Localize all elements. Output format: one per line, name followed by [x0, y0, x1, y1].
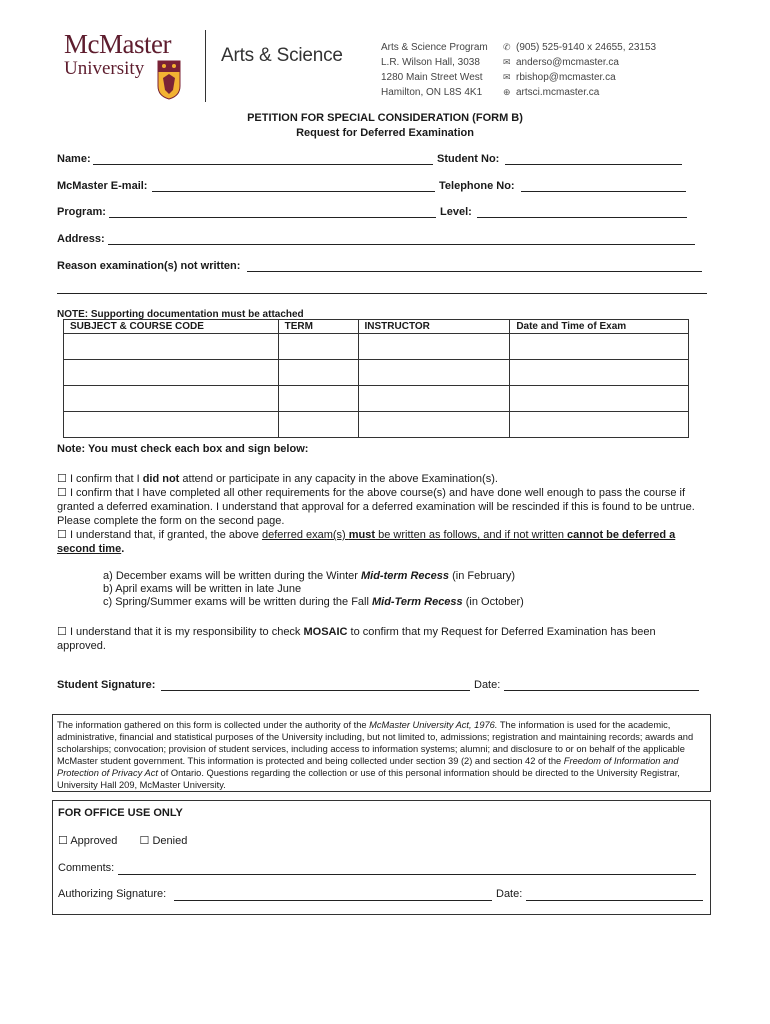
comments-label: Comments: — [58, 862, 115, 874]
table-cell[interactable] — [510, 360, 689, 386]
table-row — [64, 334, 689, 360]
comments-row — [58, 862, 114, 874]
course-table — [63, 319, 689, 438]
office-decision — [58, 834, 187, 847]
date-field[interactable] — [504, 690, 699, 691]
office-title: FOR OFFICE USE ONLY — [58, 807, 183, 819]
name-field[interactable] — [93, 164, 433, 165]
table-row — [64, 386, 689, 412]
contact-info — [503, 40, 656, 100]
text-bold: . — [121, 543, 125, 555]
student-no-label: Student No: — [437, 153, 500, 165]
text-underlined: deferred exam(s) — [261, 529, 349, 541]
address-field[interactable] — [108, 244, 695, 245]
office-date-field[interactable] — [526, 900, 703, 901]
mail-icon: ✉ — [503, 72, 511, 82]
mail-icon: ✉ — [503, 57, 511, 67]
authorizing-row — [58, 888, 166, 900]
text-bold: must — [348, 529, 376, 541]
table-cell[interactable] — [358, 360, 510, 386]
address-line: L.R. Wilson Hall, 3038 — [381, 57, 480, 68]
reason-field[interactable] — [247, 271, 702, 272]
text: a) December exams will be written during the Winter — [103, 570, 361, 582]
email-label: McMaster E-mail: — [57, 180, 148, 192]
table-header: TERM — [278, 320, 358, 334]
table-cell[interactable] — [358, 412, 510, 438]
checkbox[interactable]: ☐ — [57, 473, 67, 485]
table-cell[interactable] — [358, 386, 510, 412]
confirm-item-4 — [57, 625, 707, 653]
table-cell[interactable] — [278, 360, 358, 386]
text-emphasis: Mid-Term Recess — [371, 596, 463, 608]
form-subtitle: Request for Deferred Examination — [296, 127, 474, 139]
table-row — [64, 412, 689, 438]
telephone-field[interactable] — [521, 191, 686, 192]
checkbox[interactable]: ☐ — [57, 626, 67, 638]
reason-field-line2[interactable] — [57, 293, 707, 294]
list-item: b) April exams will be written in late June — [103, 583, 302, 595]
text-italic: Freedom of Information and Protection of Privacy Act — [57, 756, 679, 778]
mailing-address — [381, 40, 488, 100]
text: (in February) — [449, 570, 516, 582]
checkbox[interactable]: ☐ — [139, 835, 150, 847]
office-date-label: Date: — [496, 888, 523, 900]
table-cell[interactable] — [510, 386, 689, 412]
confirm-item-3 — [57, 528, 707, 556]
text: of Ontario. Questions regarding the collection or use of this personal information should be directed to the University Registrar, University Hall 209, McMaster University. — [57, 768, 680, 790]
table-cell[interactable] — [358, 334, 510, 360]
text: I understand that, if granted, the above — [69, 529, 262, 541]
program-field[interactable] — [109, 217, 436, 218]
text-underlined: be written as follows, and if not written — [375, 529, 568, 541]
authorizing-label: Authorizing Signature: — [58, 888, 167, 900]
form-title: PETITION FOR SPECIAL CONSIDERATION (FORM B) — [247, 112, 523, 124]
phone-number: (905) 525-9140 x 24655, 23153 — [516, 42, 657, 53]
confirm-item-1 — [57, 472, 707, 486]
logo-wordmark: McMaster — [64, 29, 171, 59]
comments-field[interactable] — [118, 874, 696, 875]
email-link[interactable]: anderso@mcmaster.ca — [516, 57, 619, 68]
text-emphasis: Mid-term Recess — [360, 570, 450, 582]
list-item — [103, 596, 524, 609]
text: (in October) — [462, 596, 524, 608]
authorizing-signature-field[interactable] — [174, 900, 492, 901]
level-field[interactable] — [477, 217, 687, 218]
table-cell[interactable] — [278, 334, 358, 360]
exam-schedule-list — [103, 570, 524, 609]
text-bold: cannot be deferred a second time — [57, 529, 676, 555]
table-cell[interactable] — [64, 412, 279, 438]
signature-row — [57, 679, 155, 691]
table-cell[interactable] — [510, 412, 689, 438]
office-use-box — [52, 800, 711, 915]
text: attend or participate in any capacity in the above Examination(s). — [179, 473, 498, 485]
text-italic: McMaster University Act, 1976. — [369, 720, 498, 730]
checkbox[interactable]: ☐ — [57, 529, 67, 541]
text: The information is used for the academic, administrative, financial and statistical purposes of the University including, but not limited to, admissions; registration and maintaining records; awards and scholarships; convocation; provision of student services, including access to information systems; alumni; and disclosure to or on behalf of the applicable McMaster student government. This information is protected and being collected under section 39 (2) and section 42 of the — [57, 720, 694, 766]
program-label: Program: — [57, 206, 106, 218]
email-field[interactable] — [152, 191, 435, 192]
list-item — [103, 570, 524, 583]
signature-label: Student Signature: — [57, 679, 156, 691]
mcmaster-logo — [64, 30, 214, 104]
table-cell[interactable] — [64, 386, 279, 412]
text: c) Spring/Summer exams will be written during the Fall — [103, 596, 372, 608]
telephone-label: Telephone No: — [439, 180, 515, 192]
checkbox[interactable]: ☐ — [58, 835, 68, 847]
checkbox[interactable]: ☐ — [57, 487, 67, 499]
text-bold: did not — [142, 473, 180, 485]
table-cell[interactable] — [278, 412, 358, 438]
text-bold: MOSAIC — [303, 626, 348, 638]
student-no-field[interactable] — [505, 164, 682, 165]
table-row — [64, 360, 689, 386]
address-line: Hamilton, ON L8S 4K1 — [381, 87, 483, 98]
documentation-note: NOTE: Supporting documentation must be attached — [57, 309, 304, 320]
globe-icon: ⊕ — [503, 87, 511, 97]
text: The information gathered on this form is collected under the authority of the — [57, 720, 370, 730]
text: to confirm that my Request for Deferred Examination has been approved. — [57, 626, 656, 652]
crest-icon — [157, 60, 181, 100]
text: I understand that it is my responsibility to check — [69, 626, 304, 638]
approved-label: Approved — [70, 835, 118, 847]
name-label: Name: — [57, 153, 91, 165]
email-link[interactable]: rbishop@mcmaster.ca — [516, 72, 616, 83]
table-cell[interactable] — [510, 334, 689, 360]
table-cell[interactable] — [278, 386, 358, 412]
checkbox-note: Note: You must check each box and sign below: — [57, 443, 309, 455]
privacy-notice — [52, 714, 711, 792]
address-line: 1280 Main Street West — [381, 72, 483, 83]
faculty-name: Arts & Science — [221, 45, 343, 66]
table-header: Date and Time of Exam — [510, 320, 689, 334]
signature-field[interactable] — [161, 690, 470, 691]
denied-label: Denied — [152, 835, 188, 847]
header-divider — [205, 30, 206, 102]
date-label: Date: — [474, 679, 501, 691]
table-cell[interactable] — [64, 334, 279, 360]
logo-university: University — [64, 58, 145, 79]
table-header: INSTRUCTOR — [358, 320, 510, 334]
website-link[interactable]: artsci.mcmaster.ca — [516, 87, 600, 98]
table-cell[interactable] — [64, 360, 279, 386]
text: I confirm that I have completed all other requirements for the above course(s) and have done well enough to pass the course if granted a deferred examination. I understand that approval for a deferred examination will be rescinded if this is found to be untrue. Please complete the form on the second page. — [57, 487, 695, 527]
table-header: SUBJECT & COURSE CODE — [64, 320, 279, 334]
level-label: Level: — [440, 206, 472, 218]
address-label: Address: — [57, 233, 105, 245]
confirm-item-2 — [57, 486, 707, 528]
text: I confirm that I — [69, 473, 143, 485]
address-line: Arts & Science Program — [381, 42, 488, 53]
phone-icon: ✆ — [503, 42, 511, 52]
reason-label: Reason examination(s) not written: — [57, 260, 241, 272]
